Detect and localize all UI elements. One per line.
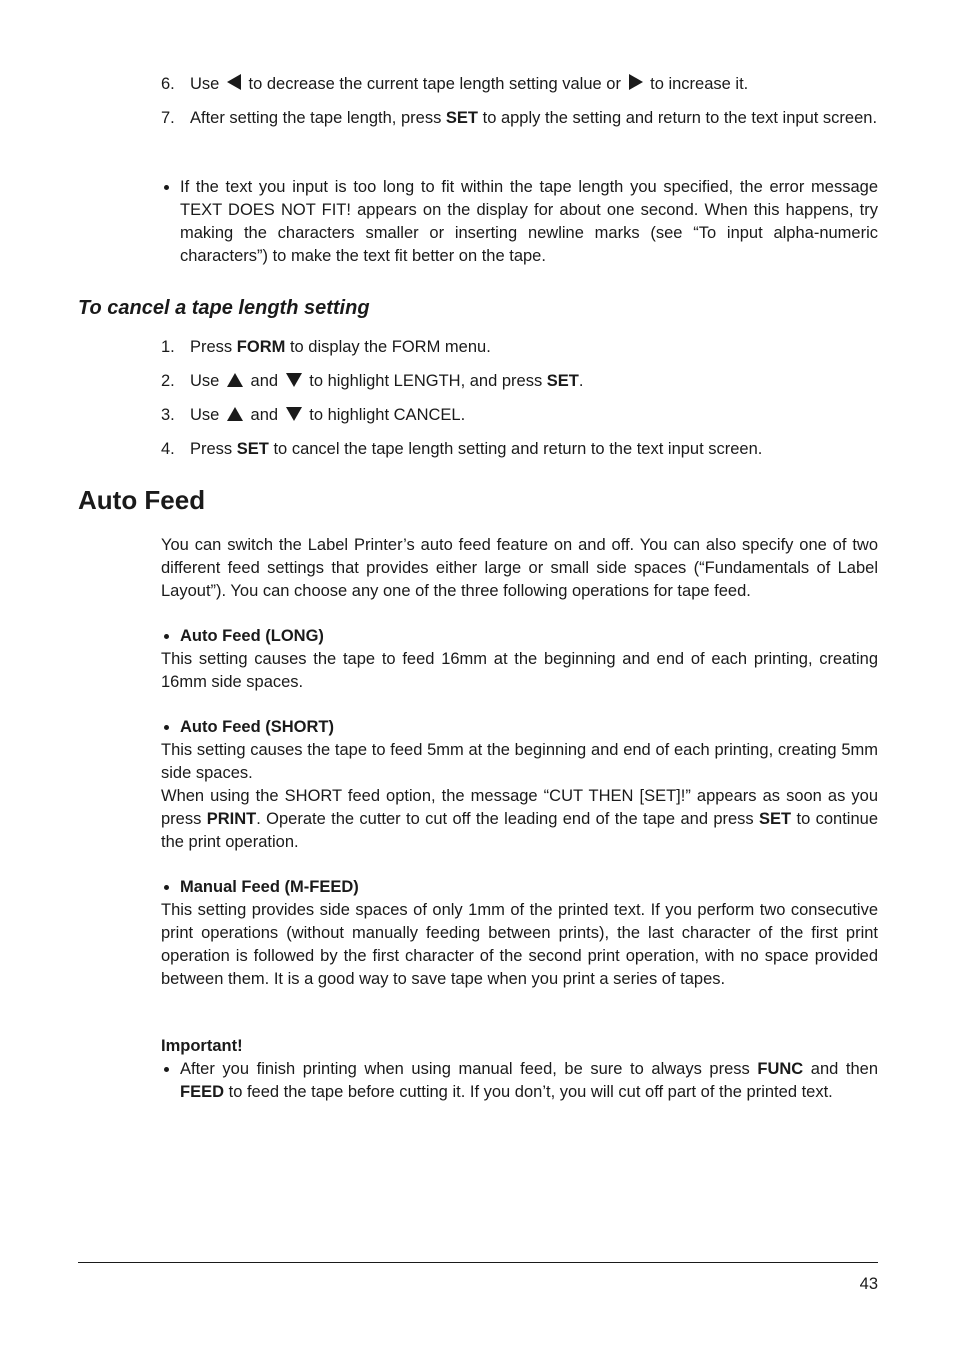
footer-rule [78, 1262, 878, 1263]
key-set: SET [759, 810, 792, 828]
key-feed: FEED [180, 1083, 225, 1101]
key-form: FORM [236, 338, 286, 356]
key-set: SET [445, 109, 479, 127]
key-func: FUNC [757, 1060, 804, 1078]
auto-feed-short-label: Auto Feed (SHORT) [161, 716, 878, 739]
right-arrow-icon [629, 74, 643, 90]
important-note-text: After you finish printing when using manual feed, be sure to always press FUNC and then FEED to feed the tape before cutting it. If you don’t, you will cut off part of the printed text. [180, 1060, 879, 1101]
key-set: SET [236, 440, 269, 458]
step-number: 3. [161, 406, 175, 424]
step-text: Use and to highlight LENGTH, and press SET. [190, 372, 584, 390]
step-text: After setting the tape length, press SET to apply the setting and return to the text input screen. [190, 109, 878, 127]
cancel-section-title: To cancel a tape length setting [78, 297, 370, 319]
step-6 [161, 73, 878, 96]
step-number: 7. [161, 109, 175, 127]
key-print: PRINT [206, 810, 257, 828]
auto-feed-heading: Auto Feed [78, 485, 206, 515]
important-label: Important! [161, 1037, 243, 1055]
up-arrow-icon [227, 373, 243, 387]
cancel-step-4 [161, 438, 878, 461]
auto-feed-short-note: When using the SHORT feed option, the message “CUT THEN [SET]!” appears as soon as you press PRINT. Operate the cutter to cut off the leading end of the tape and press SET to continue the print operation. [161, 787, 878, 851]
bullet-icon [161, 176, 180, 268]
fit-note [161, 176, 878, 268]
important-note [161, 1058, 878, 1104]
up-arrow-icon [227, 407, 243, 421]
step-text: Use to decrease the current tape length setting value or to increase it. [190, 75, 749, 93]
page-number: 43 [859, 1275, 878, 1293]
fit-note-text: If the text you input is too long to fit within the tape length you specified, the error message TEXT DOES NOT FIT! appears on the display for about one second. When this happens, try making the characters smaller or inserting newline marks (see “To input alpha-numeric characters”) to make the text fit better on the tape. [180, 178, 878, 265]
auto-feed-short-text: This setting causes the tape to feed 5mm at the beginning and end of each printing, creating 5mm side spaces. [161, 741, 878, 782]
step-text: Press SET to cancel the tape length setting and return to the text input screen. [190, 440, 763, 458]
step-number: 4. [161, 440, 175, 458]
step-text: Use and to highlight CANCEL. [190, 406, 466, 424]
manual-feed-text: This setting provides side spaces of only 1mm of the printed text. If you perform two consecutive print operations (without manually feeding between prints), the last character of the first print operation is followed by the first character of the second print operation, with no space provided between them. It is a good way to save tape when you print a series of tapes. [161, 901, 878, 988]
left-arrow-icon [227, 74, 241, 90]
step-number: 6. [161, 75, 175, 93]
cancel-step-3 [161, 404, 878, 427]
key-set: SET [546, 372, 579, 390]
bullet-icon [161, 716, 180, 739]
step-number: 2. [161, 372, 175, 390]
cancel-step-2 [161, 370, 878, 393]
auto-feed-intro: You can switch the Label Printer’s auto feed feature on and off. You can also specify one of two different feed settings that provides either large or small side spaces (“Fundamentals of Label Layout”). You can choose any one of the three following operations for tape feed. [161, 536, 878, 600]
auto-feed-long-text: This setting causes the tape to feed 16mm at the beginning and end of each printing, creating 16mm side spaces. [161, 650, 878, 691]
bullet-icon [161, 1058, 180, 1104]
down-arrow-icon [286, 373, 302, 387]
step-7 [161, 107, 878, 130]
bullet-icon [161, 625, 180, 648]
bullet-icon [161, 876, 180, 899]
step-text: Press FORM to display the FORM menu. [190, 338, 491, 356]
down-arrow-icon [286, 407, 302, 421]
step-number: 1. [161, 338, 175, 356]
auto-feed-long-label: Auto Feed (LONG) [161, 625, 878, 648]
cancel-step-1 [161, 336, 878, 359]
manual-feed-label: Manual Feed (M-FEED) [161, 876, 878, 899]
